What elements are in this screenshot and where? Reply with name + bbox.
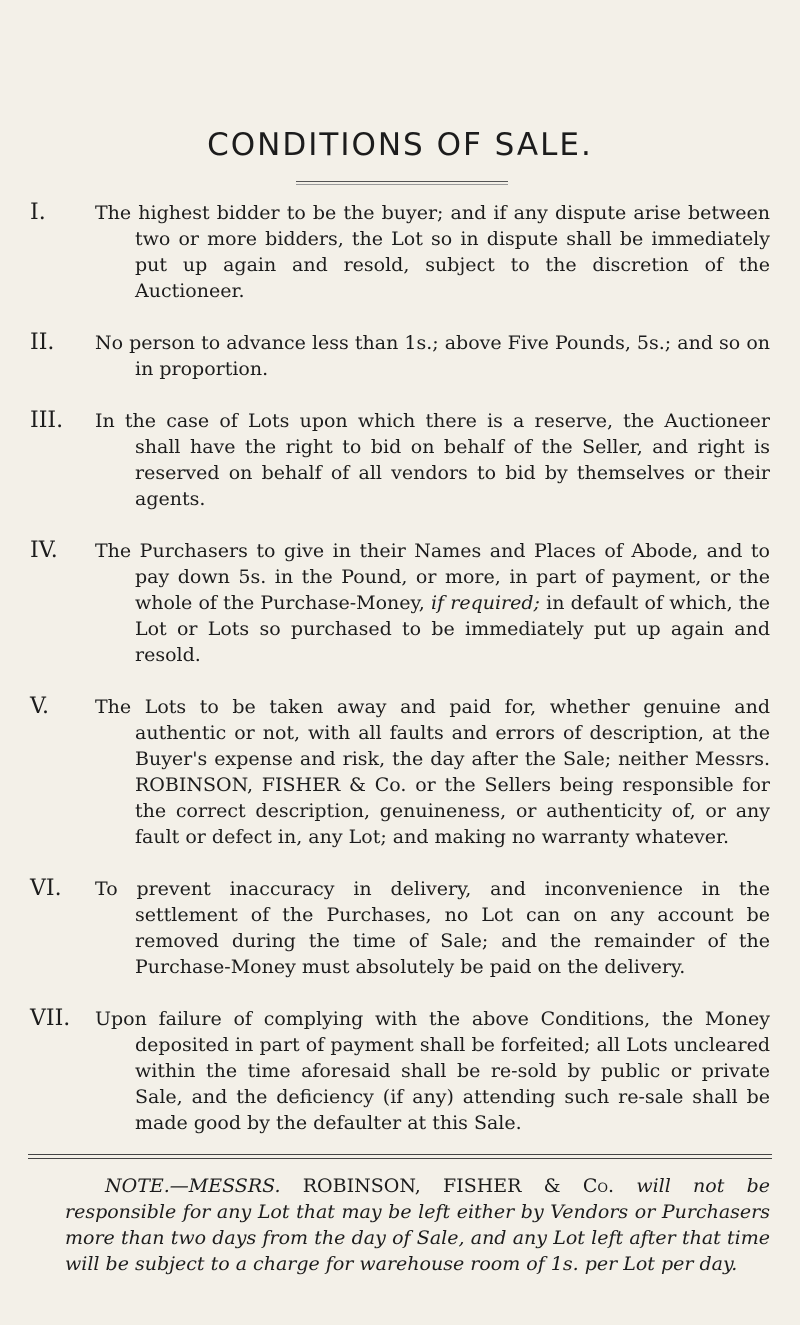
footer-note: [65, 1173, 770, 1277]
condition-5: [30, 694, 770, 850]
condition-1: [30, 200, 770, 304]
condition-text: Upon failure of complying with the above Conditions, the Money deposited in part of payment shall be forfeited; all Lots uncleared within the time aforesaid shall be re-sold by public or private Sale, and the deficiency (if any) attending such re-sale shall be made good by the defaulter at this Sale.: [95, 1008, 770, 1134]
condition-numeral: VII.: [30, 1006, 71, 1031]
condition-6: [30, 876, 770, 980]
condition-4: [30, 538, 770, 668]
condition-2: [30, 330, 770, 382]
condition-numeral: III.: [30, 408, 64, 433]
condition-text: In the case of Lots upon which there is a reserve, the Auctioneer shall have the right to bid on behalf of the Seller, and right is reserved on behalf of all vendors to bid by themselves or their agents.: [95, 410, 770, 510]
condition-text-before: The Purchasers to give in their Names and Places of Abode, and to pay down 5s. in the Pound, or more, in part of payment, or the whole of the Purchase-Money,: [95, 540, 770, 614]
title-underline: [296, 181, 508, 185]
condition-text: The highest bidder to be the buyer; and if any dispute arise between two or more bidders, the Lot so in dispute shall be immediately put up again and resold, subject to the discretion of the Auctioneer.: [95, 202, 770, 302]
condition-numeral: VI.: [30, 876, 62, 901]
condition-numeral: V.: [30, 694, 50, 719]
page-title: CONDITIONS OF SALE.: [207, 127, 593, 163]
condition-text: The Lots to be taken away and paid for, whether genuine and authentic or not, with all faults and errors of description, at the Buyer's expense and risk, the day after the Sale; neither Messrs. ROBINSON, FISHER & Co. or the Sellers being responsible for the correct description, genuineness, or authenticity of, or any fault or defect in, any Lot; and making no warranty whatever.: [95, 696, 770, 848]
note-lead: —MESSRS.: [169, 1175, 281, 1197]
condition-text-italic: if required;: [430, 592, 540, 614]
condition-text-after: in default of which, the Lot or Lots so purchased to be immediately put up again and resold.: [135, 592, 771, 666]
condition-7: [30, 1006, 770, 1136]
condition-text: To prevent inaccuracy in delivery, and inconvenience in the settlement of the Purchases, no Lot can on any account be removed during the time of Sale; and the remainder of the Purchase-Money must absolutely be paid on the delivery.: [95, 878, 770, 978]
note-divider: [28, 1154, 772, 1159]
condition-numeral: I.: [30, 200, 46, 225]
condition-numeral: II.: [30, 330, 55, 355]
condition-text: No person to advance less than 1s.; above Five Pounds, 5s.; and so on in proportion.: [95, 332, 770, 380]
condition-3: [30, 408, 770, 512]
condition-text: [95, 538, 770, 668]
note-text: will not be responsible for any Lot that may be left either by Vendors or Purchasers more than two days from the day of Sale, and any Lot left after that time will be subject to a charge for warehouse room of 1s. per Lot per day.: [65, 1175, 770, 1275]
note-firm: ROBINSON, FISHER & Co.: [302, 1175, 615, 1197]
condition-numeral: IV.: [30, 538, 58, 563]
note-label: NOTE.: [105, 1175, 170, 1197]
